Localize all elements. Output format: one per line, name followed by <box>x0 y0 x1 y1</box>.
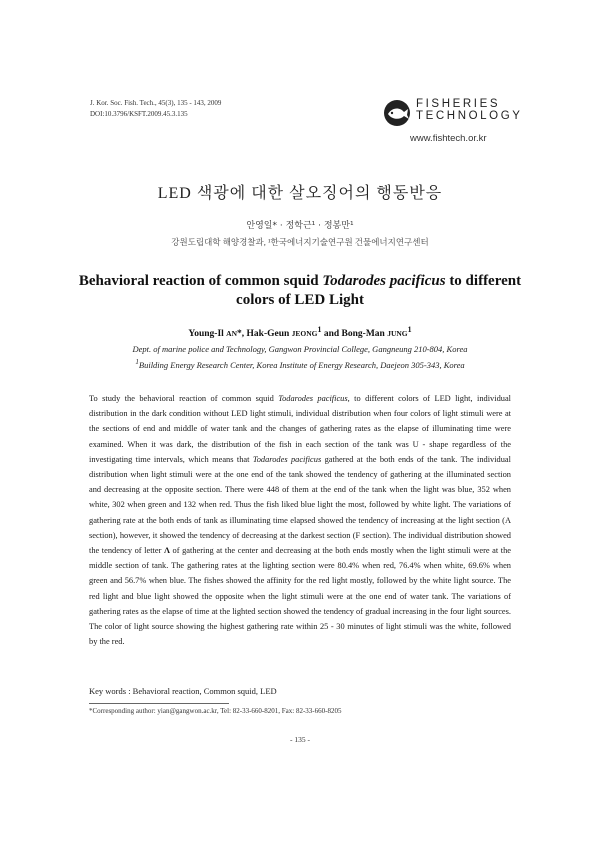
english-authors <box>0 325 600 339</box>
affiliation2-text: Building Energy Research Center, Korea Institute of Energy Research, Daejeon 305-343, Korea <box>138 359 465 370</box>
english-title <box>60 272 540 310</box>
author2-dash: -Geun <box>263 329 292 340</box>
logo-line-fisheries: FISHERIES <box>416 98 501 110</box>
abstract-text-4: of gathering at the center and decreasing at the both ends mostly when the light stimuli were at the middle section of tank. The gathering rates at the lighting section were 80.4% when red, 76.4% when white, 69.6% when green and 56.7% when blue. The fishes showed the affinity for the red light mostly, followed by the white light source. The red light and blue light showed the opposite when the light stimuli were at the one end of water tank. The variations of gathering rates as the elapse of time at the lighted section showed the tendency of gradual increasing in the four light sources. The color of light source showing the highest gathering rate within 25 - 30 minutes of light stimuli was the white, followed by the red. <box>89 546 511 647</box>
author3-dash: -Man <box>362 329 388 340</box>
author2-mark: 1 <box>317 325 322 334</box>
abstract-text-1: To study the behavioral reaction of common squid <box>89 394 279 403</box>
author1-dash: -Il <box>214 329 227 340</box>
footnote-divider <box>89 703 229 704</box>
logo-line-technology: TECHNOLOGY <box>416 110 523 122</box>
korean-title: LED 색광에 대한 살오징어의 행동반응 <box>157 185 443 202</box>
journal-url[interactable]: www.fishtech.or.kr <box>410 133 487 144</box>
author-and: and <box>321 329 342 340</box>
keywords: Key words : Behavioral reaction, Common squid, LED <box>89 686 277 696</box>
author1-first: Young <box>188 329 215 340</box>
author1-mark: *, <box>237 329 247 340</box>
corresponding-author-footnote: *Corresponding author: yian@gangwon.ac.kr, Tel: 82-33-660-8201, Fax: 82-33-660-8205 <box>89 707 342 715</box>
title-text-1: Behavioral reaction of common squid <box>78 273 323 289</box>
abstract-text-2: , to different colors of LED light, individual distribution in the dark condition without LED light stimuli, individual distribution when four colors of light stimuli were at the sections of end and middle of water tank and the changes of gathering rates as the elapse of illuminating time were examined. When it was dark, the distribution of the fish in each section of the tank was U - shape regardless of the investigating time intervals, which means that <box>89 394 511 464</box>
korean-affiliation: 강원도립대학 해양경찰과, ¹한국에너지기술연구원 건물에너지연구센터 <box>171 237 429 247</box>
author1-last: AN <box>226 329 237 339</box>
page-number: - 135 - <box>290 735 310 744</box>
author2-last: JEONG <box>291 329 318 339</box>
doi: DOI:10.3796/KSFT.2009.45.3.135 <box>90 110 188 118</box>
title-text-2: to different colors of LED Light <box>236 273 522 308</box>
english-affiliation-1: Dept. of marine police and Technology, Gangwon Provincial College, Gangneung 210-804, Korea <box>132 344 468 354</box>
abstract-species-1: Todarodes pacificus <box>278 394 348 403</box>
abstract <box>89 391 511 649</box>
journal-info <box>90 98 221 120</box>
korean-authors: 안영일* · 정학근¹ · 정봉만¹ <box>246 221 354 231</box>
abstract-species-2: Todarodes pacificus <box>252 454 322 464</box>
author3-last: JUNG <box>387 329 408 339</box>
abstract-text-3: gathered at the both ends of the tank. The individual distribution when light stimuli were at the one end of the tank showed the tendency of gathering at the illuminated section and decreasing at the opposite section. There were 448 of them at the end of the tank when the light was blue, 352 when white, 302 when green and 132 when red. Thus the fish liked blue light the most, followed by white light. The variations of gathering rate at the both ends of tank as illuminating time elapsed showed the tendency of increasing at the light section (A section), however, it showed the tendency of decreasing at the darkest section (F section). The individual distribution showed the tendency of letter <box>89 454 511 556</box>
journal-logo <box>382 98 523 148</box>
author3-mark: 1 <box>407 325 412 334</box>
affiliation2-mark: 1 <box>135 358 139 366</box>
abstract-lambda-symbol: Λ <box>163 546 170 556</box>
author3-first: Bong <box>341 329 363 340</box>
logo-wordmark <box>416 98 523 122</box>
author2-first: Hak <box>246 329 264 340</box>
english-affiliation-2 <box>0 358 600 370</box>
journal-citation: J. Kor. Soc. Fish. Tech., 45(3), 135 - 143, 2009 <box>90 99 222 107</box>
title-species: Todarodes pacificus <box>322 273 446 289</box>
fish-logo-icon <box>382 98 412 128</box>
